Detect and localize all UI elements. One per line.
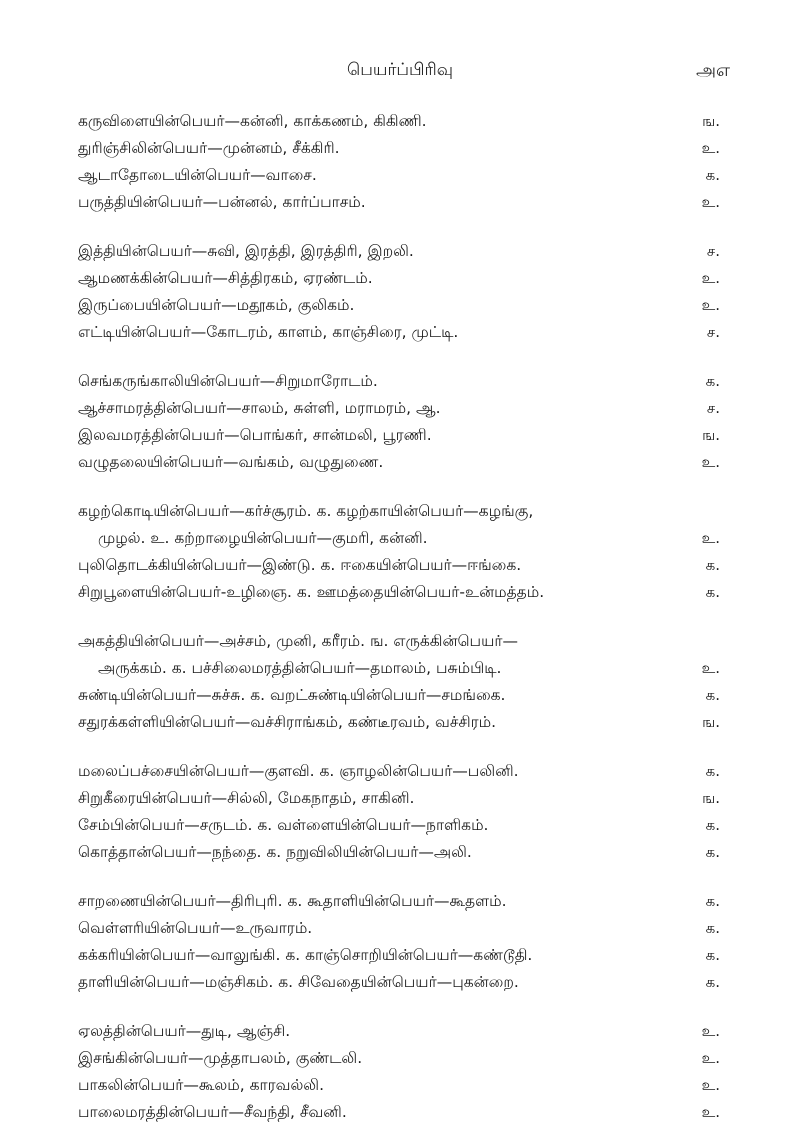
- entry-count: உ.: [701, 1022, 720, 1040]
- entry-count: க.: [705, 166, 720, 184]
- entry-count: க.: [705, 372, 720, 390]
- entry-count: உ.: [701, 1103, 720, 1121]
- entry-line: [78, 915, 720, 942]
- entry-line: [78, 839, 720, 866]
- entry-count: ச.: [706, 399, 720, 417]
- entry-line: [78, 368, 720, 395]
- entry-count: உ.: [701, 1076, 720, 1094]
- entry-text: பாலைமரத்தின்பெயர்—சீவந்தி, சீவனி.: [78, 1103, 347, 1121]
- entry-group: [78, 368, 720, 476]
- entry-line: [78, 319, 720, 346]
- entry-count: ச.: [706, 323, 720, 341]
- entry-line: [78, 422, 720, 449]
- page-title: பெயர்ப்பிரிவு: [346, 60, 453, 80]
- glossary-body: [78, 108, 720, 1148]
- entry-text: சதுரக்கள்ளியின்பெயர்—வச்சிராங்கம், கண்டீரவம், வச்சிரம்.: [78, 713, 496, 731]
- entry-count: ச.: [706, 242, 720, 260]
- entry-count: க.: [705, 556, 720, 574]
- entry-text: வெள்ளரியின்பெயர்—உருவாரம்.: [78, 919, 313, 937]
- entry-group: [78, 758, 720, 866]
- entry-text: அகத்தியின்பெயர்—அச்சம், முனி, கரீரம். ங. எருக்கின்பெயர்—: [78, 632, 518, 650]
- entry-count: ங.: [702, 789, 720, 807]
- entry-line: [78, 579, 720, 606]
- entry-line: [78, 108, 720, 135]
- entry-line: [78, 265, 720, 292]
- entry-text: எட்டியின்பெயர்—கோடரம், காளம், காஞ்சிரை, முட்டி.: [78, 323, 459, 341]
- entry-count: உ.: [701, 659, 720, 677]
- entry-text: மலைப்பச்சையின்பெயர்—குளவி. க. ஞாழலின்பெயர்—பலினி.: [78, 762, 519, 780]
- entry-text: ஆடாதோடையின்பெயர்—வாசை.: [78, 166, 317, 184]
- entry-count: உ.: [701, 139, 720, 157]
- entry-line: [78, 189, 720, 216]
- entry-count: உ.: [701, 1049, 720, 1067]
- entry-line: [78, 525, 720, 552]
- entry-text: சிறுகீரையின்பெயர்—சில்லி, மேகநாதம், சாகினி.: [78, 789, 415, 807]
- entry-count: உ.: [701, 529, 720, 547]
- entry-count: க.: [705, 919, 720, 937]
- entry-text: கழற்கொடியின்பெயர்—கர்ச்சூரம். க. கழற்காயின்பெயர்—கழங்கு,: [78, 502, 534, 520]
- entry-group: [78, 498, 720, 606]
- entry-count: ங.: [702, 713, 720, 731]
- entry-line: [78, 449, 720, 476]
- entry-line: [78, 812, 720, 839]
- entry-line: [78, 552, 720, 579]
- entry-text: இருப்பையின்பெயர்—மதூகம், குலிகம்.: [78, 296, 355, 314]
- entry-line: [78, 1099, 720, 1126]
- entry-count: ங.: [702, 426, 720, 444]
- entry-count: உ.: [701, 453, 720, 471]
- entry-count: க.: [705, 762, 720, 780]
- entry-text: புலிதொடக்கியின்பெயர்—இண்டு. க. ஈகையின்பெயர்—ஈங்கை.: [78, 556, 522, 574]
- entry-count: க.: [705, 892, 720, 910]
- entry-count: க.: [705, 973, 720, 991]
- entry-line: [78, 758, 720, 785]
- entry-line: [78, 655, 720, 682]
- entry-line: [78, 135, 720, 162]
- entry-text: கக்கரியின்பெயர்—வாலுங்கி. க. காஞ்சொறியின்பெயர்—கண்டூதி.: [78, 946, 533, 964]
- entry-group: [78, 628, 720, 736]
- entry-text: ஆச்சாமரத்தின்பெயர்—சாலம், சுள்ளி, மராமரம், ஆ.: [78, 399, 441, 417]
- entry-text: கொத்தான்பெயர்—நந்தை. க. நறுவிலியின்பெயர்—அலி.: [78, 843, 472, 861]
- entry-line: [78, 942, 720, 969]
- entry-text: வழுதலையின்பெயர்—வங்கம், வழுதுணை.: [78, 453, 384, 471]
- entry-text: ஆமணக்கின்பெயர்—சித்திரகம், ஏரண்டம்.: [78, 269, 373, 287]
- entry-line: [78, 785, 720, 812]
- entry-text: சாறணையின்பெயர்—திரிபுரி. க. கூதாளியின்பெயர்—கூதளம்.: [78, 892, 507, 910]
- entry-text: சிறுபூளையின்பெயர்-உழிஞை. க. ஊமத்தையின்பெயர்-உன்மத்தம்.: [78, 583, 545, 601]
- entry-text: அருக்கம். க. பச்சிலைமரத்தின்பெயர்—தமாலம், பசும்பிடி.: [98, 659, 502, 677]
- entry-line: [78, 1018, 720, 1045]
- entry-line: [78, 1072, 720, 1099]
- entry-group: [78, 888, 720, 996]
- entry-text: பருத்தியின்பெயர்—பன்னல், கார்ப்பாசம்.: [78, 193, 366, 211]
- entry-line: [78, 628, 720, 655]
- entry-line: [78, 709, 720, 736]
- entry-line: [78, 682, 720, 709]
- entry-count: உ.: [701, 269, 720, 287]
- entry-text: இத்தியின்பெயர்—சுவி, இரத்தி, இரத்திரி, இறலி.: [78, 242, 414, 260]
- entry-count: உ.: [701, 193, 720, 211]
- entry-count: க.: [705, 686, 720, 704]
- entry-count: ங.: [702, 112, 720, 130]
- entry-text: சுண்டியின்பெயர்—சுச்சு. க. வறட்சுண்டியின்பெயர்—சமங்கை.: [78, 686, 506, 704]
- page-number: அஎ: [695, 60, 730, 81]
- entry-group: [78, 1018, 720, 1126]
- entry-text: இலவமரத்தின்பெயர்—பொங்கர், சான்மலி, பூரணி.: [78, 426, 432, 444]
- entry-count: க.: [705, 843, 720, 861]
- entry-text: தாளியின்பெயர்—மஞ்சிகம். க. சிவேதையின்பெயர்—புகன்றை.: [78, 973, 519, 991]
- entry-line: [78, 1045, 720, 1072]
- entry-line: [78, 498, 720, 525]
- entry-text: செங்கருங்காலியின்பெயர்—சிறுமாரோடம்.: [78, 372, 378, 390]
- entry-line: [78, 162, 720, 189]
- entry-count: க.: [705, 583, 720, 601]
- entry-group: [78, 238, 720, 346]
- entry-line: [78, 969, 720, 996]
- entry-line: [78, 395, 720, 422]
- entry-group: [78, 108, 720, 216]
- entry-text: முழல். உ. கற்றாழையின்பெயர்—குமரி, கன்னி.: [98, 529, 428, 547]
- entry-line: [78, 292, 720, 319]
- entry-text: பாகலின்பெயர்—கூலம், காரவல்லி.: [78, 1076, 325, 1094]
- entry-text: கருவிளையின்பெயர்—கன்னி, காக்கணம், கிகிணி.: [78, 112, 427, 130]
- entry-text: இசங்கின்பெயர்—முத்தாபலம், குண்டலி.: [78, 1049, 363, 1067]
- entry-text: துரிஞ்சிலின்பெயர்—முன்னம், சீக்கிரி.: [78, 139, 340, 157]
- entry-line: [78, 888, 720, 915]
- entry-count: க.: [705, 946, 720, 964]
- entry-count: உ.: [701, 296, 720, 314]
- entry-text: ஏலத்தின்பெயர்—துடி, ஆஞ்சி.: [78, 1022, 291, 1040]
- entry-text: சேம்பின்பெயர்—சருடம். க. வள்ளையின்பெயர்—நாளிகம்.: [78, 816, 489, 834]
- entry-count: க.: [705, 816, 720, 834]
- entry-line: [78, 238, 720, 265]
